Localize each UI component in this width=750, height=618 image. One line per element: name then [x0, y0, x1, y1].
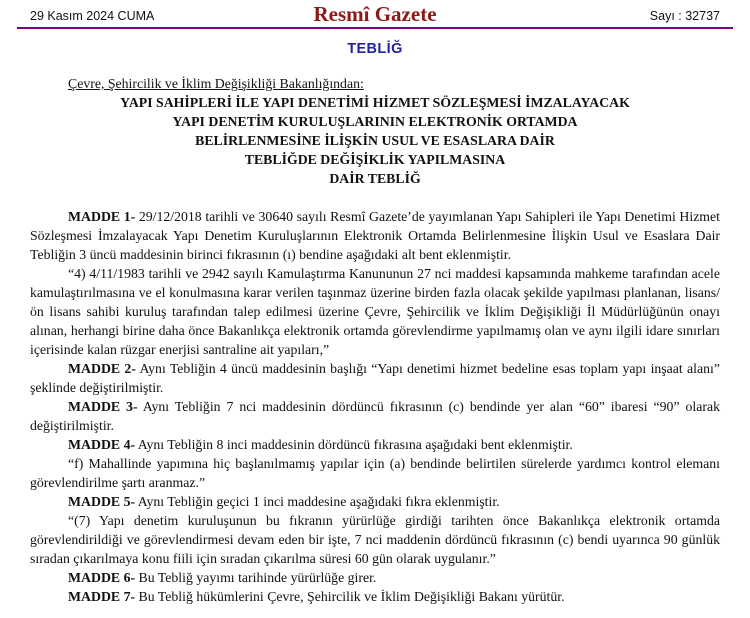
- quoted-amendment-paragraph: “(7) Yapı denetim kuruluşunun bu fıkranın yürürlüğe girdiği tarihten önce Bakanlıkça elektronik ortamda görevlendirildiği ve görevlendirmesi devam eden bir işte, 7 nci maddenin dördüncü fıkrasının (c) bendi uyarınca 90 günlük sıradan çıkarılmaya konu fiili için sıradan çıkarılma süresi 60 gün olarak uygulanır.”: [30, 513, 720, 566]
- article-paragraph: MADDE 5- Aynı Tebliğin geçici 1 inci maddesine aşağıdaki fıkra eklenmiştir.: [68, 494, 500, 509]
- section-heading: TEBLİĞ: [347, 41, 403, 57]
- article-number-lead: MADDE 5-: [68, 494, 136, 509]
- header-date: 29 Kasım 2024 CUMA: [30, 9, 155, 23]
- article-number-lead: MADDE 4-: [68, 437, 136, 452]
- document-title-line: DAİR TEBLİĞ: [329, 171, 421, 186]
- article-number-lead: MADDE 2-: [68, 361, 136, 376]
- article-number-lead: MADDE 1-: [68, 209, 136, 224]
- article-number-lead: MADDE 7-: [68, 589, 136, 604]
- article-paragraph: MADDE 6- Bu Tebliğ yayımı tarihinde yürürlüğe girer.: [68, 570, 377, 585]
- document-title-line: BELİRLENMESİNE İLİŞKİN USUL VE ESASLARA DAİR: [195, 133, 555, 148]
- gazette-title: Resmî Gazete: [313, 2, 437, 26]
- article-paragraph: MADDE 7- Bu Tebliğ hükümlerini Çevre, Şehircilik ve İklim Değişikliği Bakanı yürütür.: [68, 589, 565, 604]
- document-body: [30, 74, 720, 606]
- gazette-masthead: [30, 0, 720, 27]
- article-paragraph: MADDE 3- Aynı Tebliğin 7 nci maddesinin dördüncü fıkrasının (c) bendinde yer alan “60” ibaresi “90” olarak değiştirilmiştir.: [30, 399, 720, 433]
- document-title-block: [30, 93, 720, 188]
- article-paragraph: MADDE 1- 29/12/2018 tarihli ve 30640 sayılı Resmî Gazete’de yayımlanan Yapı Sahipleri ile Yapı Denetimi Hizmet Sözleşmesi İmzalayacak Yapı Denetim Kuruluşlarının Elektronik Ortamda Belirlenmesine İlişkin Usul ve Esaslara Dair Tebliğin 3 üncü maddesinin birinci fıkrasının (ı) bendine aşağıdaki alt bent eklenmiştir.: [30, 209, 721, 262]
- article-number-lead: MADDE 3-: [68, 399, 138, 414]
- article-paragraph: MADDE 2- Aynı Tebliğin 4 üncü maddesinin başlığı “Yapı denetimi hizmet bedeline esas toplam yapı inşaat alanı” şeklinde değiştirilmiştir.: [30, 361, 720, 395]
- article-paragraph: MADDE 4- Aynı Tebliğin 8 inci maddesinin dördüncü fıkrasına aşağıdaki bent eklenmiştir.: [68, 437, 573, 452]
- ministry-line: Çevre, Şehircilik ve İklim Değişikliği Bakanlığından:: [68, 76, 364, 91]
- document-paragraphs: [30, 207, 720, 606]
- document-title-line: YAPI DENETİM KURULUŞLARININ ELEKTRONİK ORTAMDA: [172, 114, 578, 129]
- header-divider-rule: [17, 27, 733, 29]
- quoted-amendment-paragraph: “f) Mahallinde yapımına hiç başlanılmamış yapılar için (a) bendinde belirtilen sürelerde yardımcı kontrol elemanı görevlendirilme şartı aranmaz.”: [30, 456, 720, 490]
- header-issue-number: Sayı : 32737: [649, 9, 720, 23]
- document-title-line: YAPI SAHİPLERİ İLE YAPI DENETİMİ HİZMET SÖZLEŞMESİ İMZALAYACAK: [120, 95, 630, 110]
- article-number-lead: MADDE 6-: [68, 570, 136, 585]
- quoted-amendment-paragraph: “4) 4/11/1983 tarihli ve 2942 sayılı Kamulaştırma Kanununun 27 nci maddesi kapsamında mahkeme tarafından acele kamulaştırılmasına ve el konulmasına karar verilen taşınmaz üzerine birden fazla olacak şekilde yapılması planlanan, lisans/ön lisans sahibi kuruluş tarafından talep edilmesi üzerine Çevre, Şehircilik ve İklim Değişikliği İl Müdürlüğünün onayı alınan, herhangi birine daha önce Bakanlıkça elektronik ortamda görevlendirme yapılmamış olan ve aynı ilgili idare sınırları içerisinde kalan rüzgar enerjisi santraline ait yapıları,”: [30, 266, 720, 357]
- document-title-line: TEBLİĞDE DEĞİŞİKLİK YAPILMASINA: [244, 152, 506, 167]
